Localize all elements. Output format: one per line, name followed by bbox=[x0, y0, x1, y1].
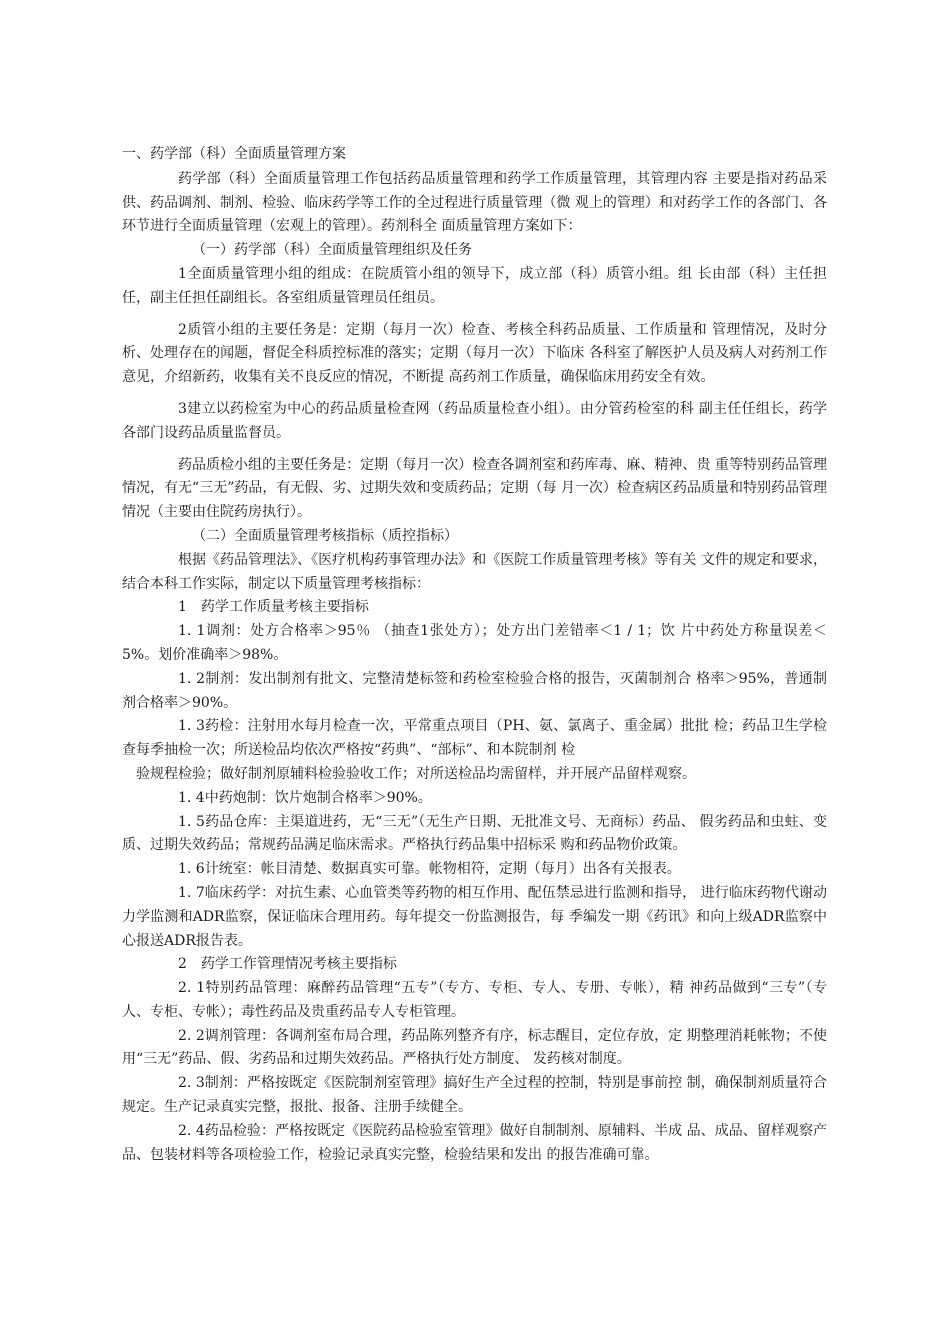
item-1-5: 1. 5药品仓库：主渠道进药，无“三无”（无生产日期、无批准文号、无商标）药品、 假劣药品和虫蛀、变质、过期失效药品；常规药品满足临床需求。严格执行药品集中招标采 购和药品物价政策。 bbox=[122, 813, 827, 854]
item-1-3: 1. 3药检：注射用水每月检查一次，平常重点项目（PH、氨、氯离子、重金属）批批 检；药品卫生学检查每季抽检一次；所送检品均依次严格按“药典”、“部标”、和本院制剂 检 bbox=[122, 718, 827, 759]
section-1-paragraph-4: 药品质检小组的主要任务是：定期（每月一次）检查各调剂室和药库毒、麻、精神、贵 重等特别药品管理情况，有无“三无”药品，有无假、劣、过期失效和变质药品；定期（每 月一次）检查病区药品质量和特别药品管理情况（主要由住院药房执行）。 bbox=[122, 456, 827, 521]
section-1-paragraph-3: 3建立以药检室为中心的药品质量检查网（药品质量检查小组）。由分管药检室的科 副主任任组长，药学各部门设药品质量监督员。 bbox=[122, 400, 827, 441]
section-1-paragraph-1: 1全面质量管理小组的组成：在院质管小组的领导下，成立部（科）质管小组。组 长由部（科）主任担任，副主任担任副组长。各室组质量管理员任组员。 bbox=[122, 265, 827, 306]
item-1-4: 1. 4中药炮制：饮片炮制合格率＞90%。 bbox=[178, 789, 432, 806]
item-1-3-continued: 验规程检验；做好制剂原辅料检验验收工作；对所送检品均需留样，并开展产品留样观察。 bbox=[136, 765, 696, 782]
document-title: 一、药学部（科）全面质量管理方案 bbox=[122, 146, 346, 162]
item-2-4: 2. 4药品检验：严格按既定《医院药品检验室管理》做好自制制剂、原辅料、半成 品、成品、留样观察产品、包装材料等各项检验工作，检验记录真实完整，检验结果和发出 的报告准确可靠。 bbox=[122, 1122, 827, 1163]
item-2-3: 2. 3制剂：严格按既定《医院制剂室管理》搞好生产全过程的控制，特别是事前控 制，确保制剂质量符合规定。生产记录真实完整，报批、报备、注册手续健全。 bbox=[122, 1075, 827, 1116]
document-body bbox=[122, 143, 827, 1167]
subsection-1-heading: 1 药学工作质量考核主要指标 bbox=[178, 599, 369, 616]
item-1-2: 1. 2制剂：发出制剂有批文、完整清楚标签和药检室检验合格的报告，灭菌制剂合 格率＞95%，普通制剂合格率＞90%。 bbox=[122, 670, 827, 711]
section-2-paragraph-1: 根据《药品管理法》、《医疗机构药事管理办法》和《医院工作质量管理考核》等有关 文件的规定和要求，结合本科工作实际，制定以下质量管理考核指标： bbox=[122, 551, 827, 592]
subsection-2-heading: 2 药学工作管理情况考核主要指标 bbox=[178, 956, 397, 973]
item-1-7: 1. 7临床药学：对抗生素、心血管类等药物的相互作用、配伍禁忌进行监测和指导， 进行临床药物代谢动力学监测和ADR监察，保证临床合理用药。每年提交一份监测报告，每 季编发一期《药讯》和向上级ADR监察中心报送ADR报告表。 bbox=[122, 884, 827, 949]
section-1-paragraph-2: 2质管小组的主要任务是：定期（每月一次）检查、考核全科药品质量、工作质量和 管理情况，及时分析、处理存在的闻题，督促全科质控标准的落实；定期（每月一次）下临床 各科室了解医护人员及病人对药剂工作意见，介绍新药，收集有关不良反应的情况，不断提 高药剂工作质量，确保临床用药安全有效。 bbox=[122, 321, 827, 386]
section-1-heading: （一）药学部（科）全面质量管理组织及任务 bbox=[192, 242, 472, 259]
intro-paragraph: 药学部（科）全面质量管理工作包括药品质量管理和药学工作质量管理，其管理内容 主要是指对药品采供、药品调剂、制剂、检验、临床药学等工作的全过程进行质量管理（微 观上的管理）和对药学工作的各部门、各环节进行全面质量管理（宏观上的管理）。药剂科全 面质量管理方案如下： bbox=[122, 170, 827, 235]
item-2-1: 2. 1特别药品管理：麻醉药品管理“五专”（专方、专柜、专人、专册、专帐），精 神药品做到“三专”（专人、专柜、专帐）；毒性药品及贵重药品专人专柜管理。 bbox=[122, 980, 827, 1020]
section-2-heading: （二）全面质量管理考核指标（质控指标） bbox=[192, 527, 458, 544]
item-1-6: 1. 6计统室：帐目清楚、数据真实可靠。帐物相符，定期（每月）出各有关报表。 bbox=[178, 861, 681, 878]
item-1-1: 1. 1调剂：处方合格率＞95％ （抽查1张处方）；处方出门差错率＜1 / 1；饮 片中药处方称量误差＜5%。划价准确率＞98%。 bbox=[122, 623, 827, 663]
item-2-2: 2. 2调剂管理：各调剂室布局合理，药品陈列整齐有序，标志醒目，定位存放，定 期整理消耗帐物；不使用“三无”药品、假、劣药品和过期失效药品。严格执行处方制度、 发药核对制度。 bbox=[122, 1027, 827, 1068]
